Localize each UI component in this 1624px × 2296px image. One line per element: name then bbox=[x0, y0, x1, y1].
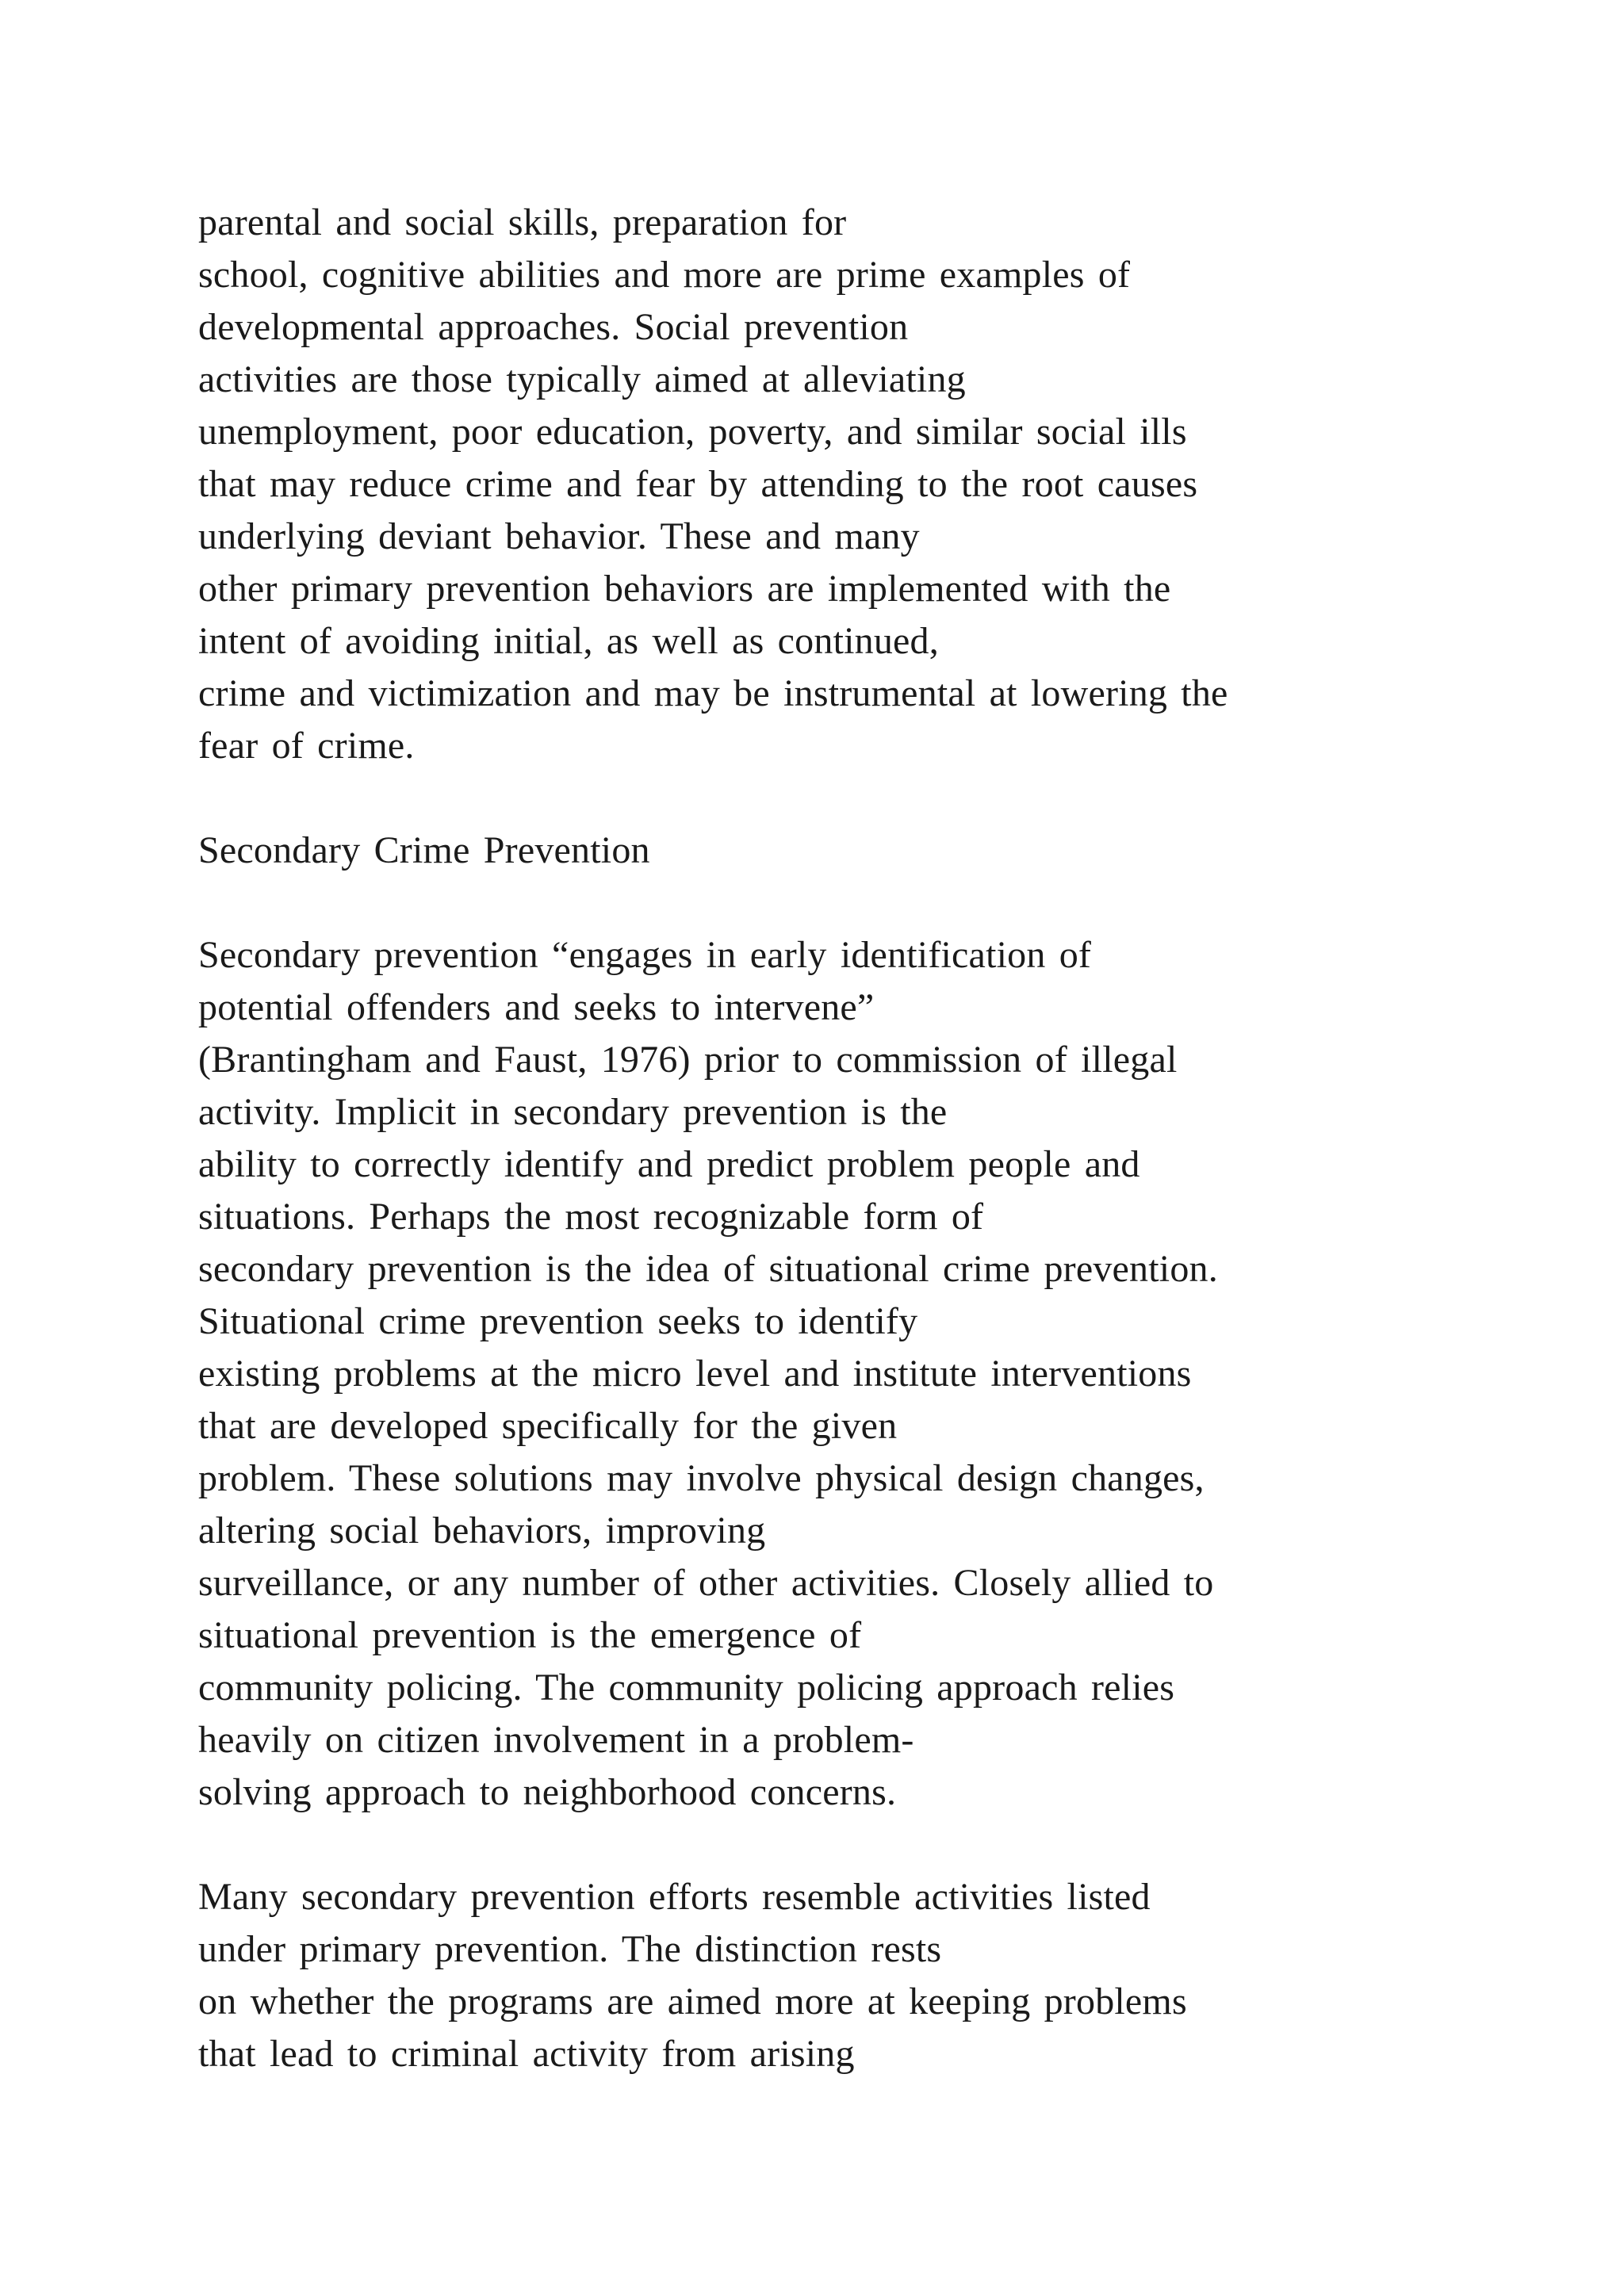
text-line: (Brantingham and Faust, 1976) prior to commission of illegal bbox=[198, 1039, 1178, 1081]
text-line: activity. Implicit in secondary prevention is the bbox=[198, 1091, 948, 1133]
text-line: other primary prevention behaviors are implemented with the bbox=[198, 568, 1171, 610]
text-line: situational prevention is the emergence of bbox=[198, 1614, 862, 1656]
text-line: developmental approaches. Social prevention bbox=[198, 306, 909, 348]
text-line: that are developed specifically for the given bbox=[198, 1405, 898, 1447]
text-line: fear of crime. bbox=[198, 725, 415, 767]
paragraph-secondary-efforts bbox=[198, 1871, 1513, 2080]
text-line: school, cognitive abilities and more are prime examples of bbox=[198, 254, 1131, 296]
text-line: heavily on citizen involvement in a problem- bbox=[198, 1719, 914, 1761]
text-line: under primary prevention. The distinction rests bbox=[198, 1928, 942, 1970]
text-line: Situational crime prevention seeks to identify bbox=[198, 1300, 918, 1342]
text-line: intent of avoiding initial, as well as continued, bbox=[198, 620, 939, 662]
text-line: Secondary prevention “engages in early identification of bbox=[198, 934, 1092, 976]
text-line: ability to correctly identify and predict problem people and bbox=[198, 1143, 1140, 1185]
text-line: potential offenders and seeks to intervene” bbox=[198, 986, 875, 1028]
text-line: on whether the programs are aimed more at keeping problems bbox=[198, 1980, 1187, 2022]
section-heading-block bbox=[198, 825, 1513, 877]
text-line: Many secondary prevention efforts resemble activities listed bbox=[198, 1876, 1151, 1918]
text-line: altering social behaviors, improving bbox=[198, 1510, 766, 1552]
text-line: problem. These solutions may involve physical design changes, bbox=[198, 1457, 1205, 1499]
text-line: solving approach to neighborhood concerns. bbox=[198, 1771, 897, 1813]
text-line: parental and social skills, preparation for bbox=[198, 201, 847, 243]
text-line: situations. Perhaps the most recognizable form of bbox=[198, 1196, 984, 1238]
text-line: crime and victimization and may be instrumental at lowering the bbox=[198, 672, 1228, 714]
paragraph-secondary-prevention bbox=[198, 929, 1513, 1819]
text-line: that lead to criminal activity from arising bbox=[198, 2033, 855, 2075]
text-line: surveillance, or any number of other activities. Closely allied to bbox=[198, 1562, 1214, 1604]
paragraph-primary-prevention bbox=[198, 197, 1513, 772]
text-line: community policing. The community policing approach relies bbox=[198, 1667, 1175, 1709]
text-line: that may reduce crime and fear by attending to the root causes bbox=[198, 463, 1198, 505]
text-line: activities are those typically aimed at alleviating bbox=[198, 358, 966, 400]
section-heading: Secondary Crime Prevention bbox=[198, 829, 650, 871]
text-line: secondary prevention is the idea of situational crime prevention. bbox=[198, 1248, 1218, 1290]
text-line: unemployment, poor education, poverty, and similar social ills bbox=[198, 411, 1187, 453]
text-line: existing problems at the micro level and institute interventions bbox=[198, 1353, 1192, 1395]
text-line: underlying deviant behavior. These and many bbox=[198, 515, 920, 557]
